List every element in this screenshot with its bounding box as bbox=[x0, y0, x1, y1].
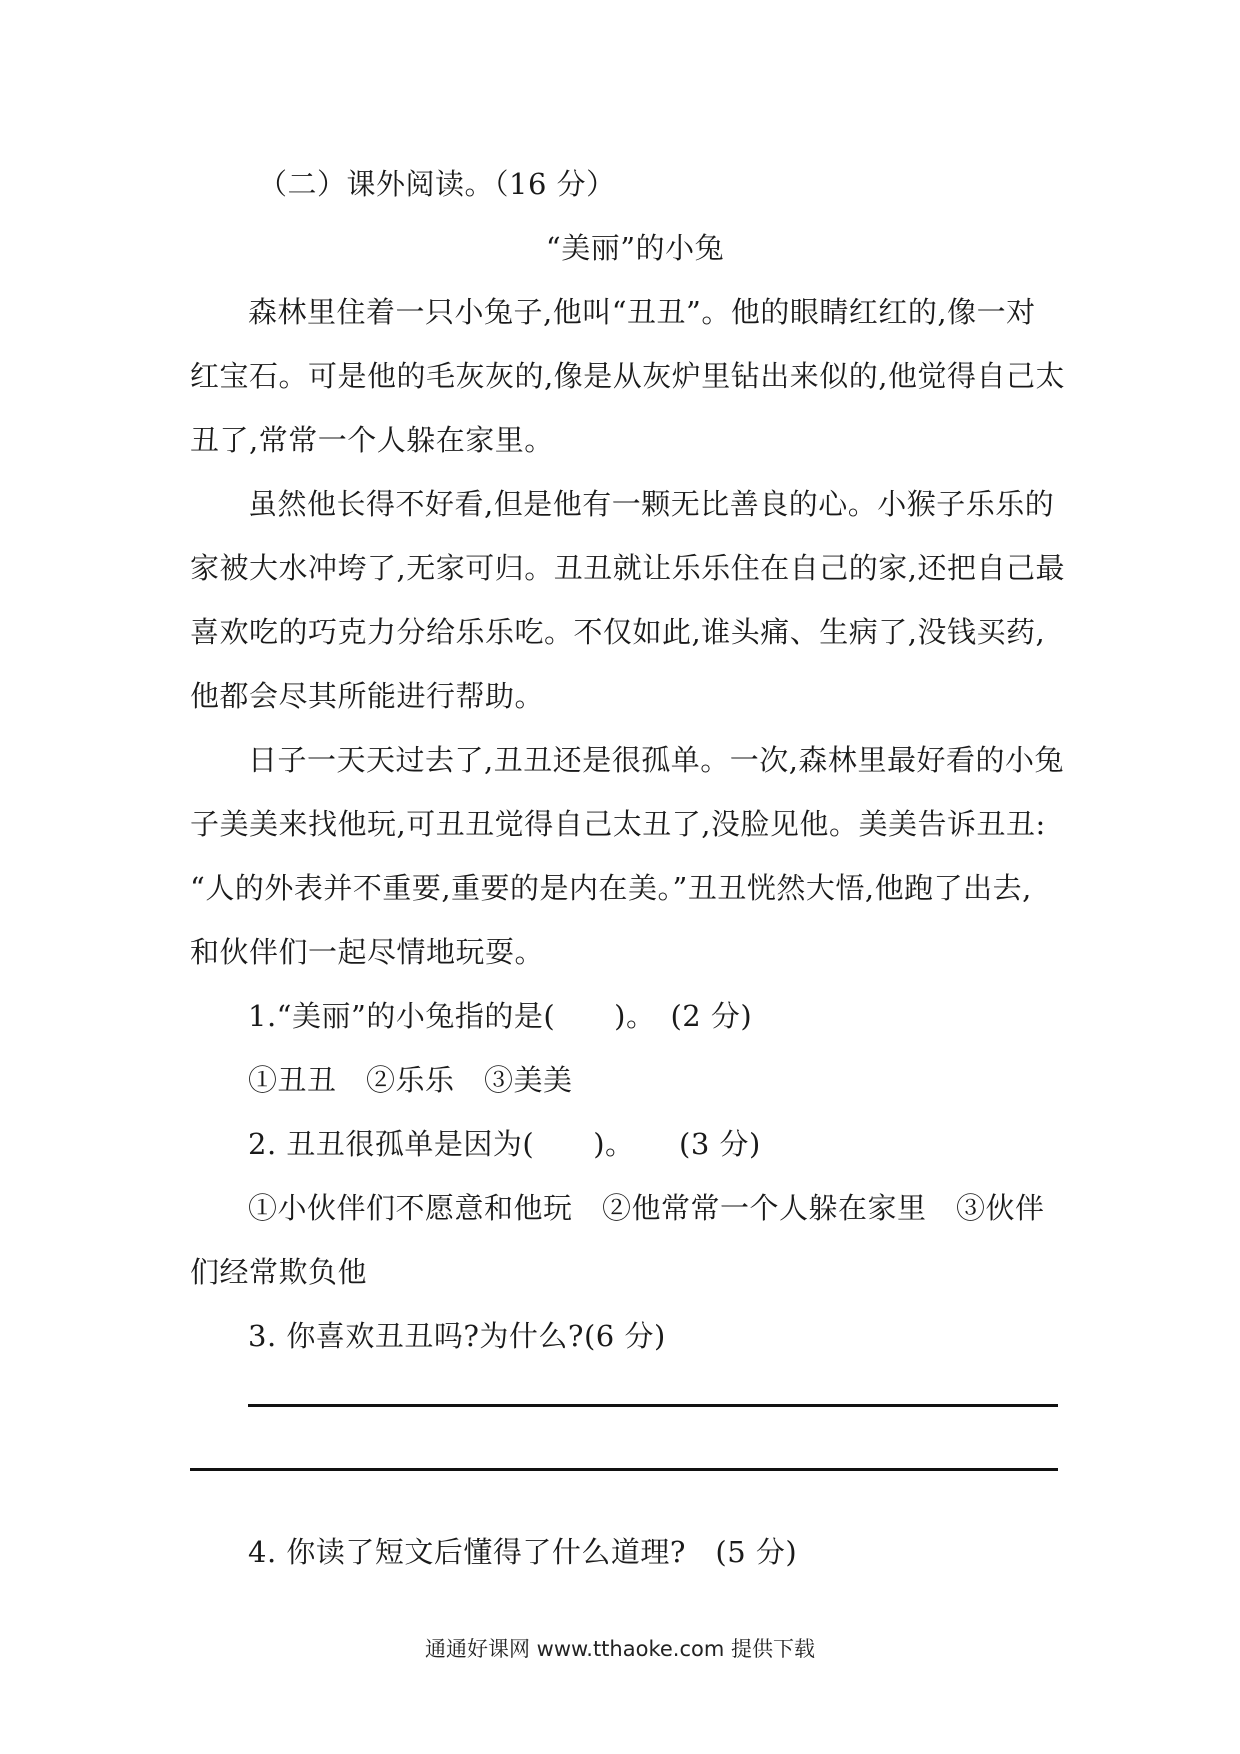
question-3-prompt: 3. 你喜欢丑丑吗?为什么?(6 分) bbox=[248, 1319, 666, 1353]
paragraph-line: 日子一天天过去了,丑丑还是很孤单。一次,森林里最好看的小兔 bbox=[248, 743, 1064, 777]
section-heading: （二）课外阅读。（16 分） bbox=[258, 167, 616, 201]
question-4-prompt: 4. 你读了短文后懂得了什么道理? (5 分) bbox=[248, 1535, 798, 1569]
footer-credit: 通通好课网 www.tthaoke.com 提供下载 bbox=[425, 1637, 815, 1661]
paragraph-line: 家被大水冲垮了,无家可归。丑丑就让乐乐住在自己的家,还把自己最 bbox=[190, 551, 1065, 585]
paragraph-line: 他都会尽其所能进行帮助。 bbox=[190, 679, 545, 713]
answer-line[interactable] bbox=[190, 1468, 1058, 1471]
question-2-options: ①小伙伴们不愿意和他玩 ②他常常一个人躲在家里 ③伙伴 bbox=[248, 1191, 1045, 1225]
question-2-options-continued: 们经常欺负他 bbox=[190, 1255, 368, 1289]
paragraph-line: 子美美来找他玩,可丑丑觉得自己太丑了,没脸见他。美美告诉丑丑: bbox=[190, 807, 1046, 841]
question-2-prompt: 2. 丑丑很孤单是因为( )。 (3 分) bbox=[248, 1127, 761, 1161]
question-1-options: ①丑丑 ②乐乐 ③美美 bbox=[248, 1063, 573, 1097]
paragraph-line: “人的外表并不重要,重要的是内在美。”丑丑恍然大悟,他跑了出去, bbox=[190, 871, 1032, 905]
story-title: “美丽”的小兔 bbox=[545, 231, 725, 265]
question-1-prompt: 1.“美丽”的小兔指的是( )。 (2 分) bbox=[248, 999, 753, 1033]
answer-line[interactable] bbox=[248, 1404, 1058, 1407]
paragraph-line: 森林里住着一只小兔子,他叫“丑丑”。他的眼睛红红的,像一对 bbox=[248, 295, 1036, 329]
paragraph-line: 丑了,常常一个人躲在家里。 bbox=[190, 423, 554, 457]
paragraph-line: 和伙伴们一起尽情地玩耍。 bbox=[190, 935, 545, 969]
paragraph-line: 红宝石。可是他的毛灰灰的,像是从灰炉里钻出来似的,他觉得自己太 bbox=[190, 359, 1065, 393]
paragraph-line: 喜欢吃的巧克力分给乐乐吃。不仅如此,谁头痛、生病了,没钱买药, bbox=[190, 615, 1046, 649]
paragraph-line: 虽然他长得不好看,但是他有一颗无比善良的心。小猴子乐乐的 bbox=[248, 487, 1055, 521]
